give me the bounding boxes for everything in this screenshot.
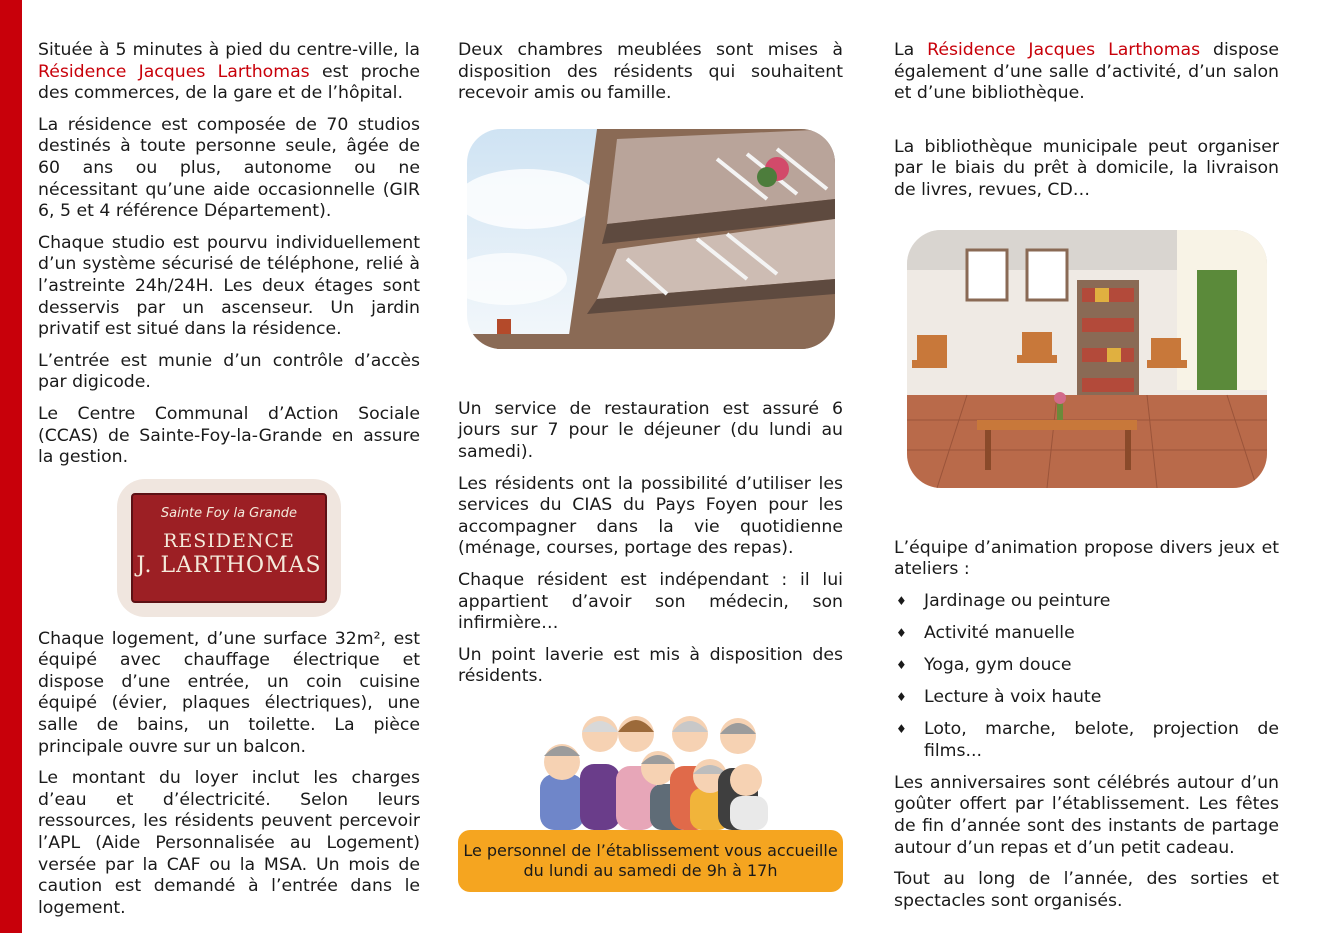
list-item: ♦ Lecture à voix haute — [896, 687, 1102, 708]
balcony-building-photo — [467, 129, 835, 349]
library-paragraph: La bibliothèque municipale peut organiser par le biais du prêt à domicile, la livraison de livres, revues, CD… — [894, 136, 1279, 200]
banner-line-1: Le personnel de l’établissement vous accueille — [463, 841, 838, 860]
column-middle — [458, 40, 843, 698]
management-paragraph: Le Centre Communal d’Action Sociale (CCAS) de Sainte-Foy-la-Grande en assure la gestion. — [38, 403, 420, 468]
banner-line-2: du lundi au samedi de 9h à 17h — [523, 861, 778, 880]
column-left — [38, 40, 420, 929]
outings-paragraph: Tout au long de l’année, des sorties et spectacles sont organisés. — [894, 869, 1279, 911]
residence-name: Résidence Jacques Larthomas — [38, 61, 310, 82]
diamond-bullet-icon: ♦ — [896, 657, 907, 672]
list-item: ♦ Yoga, gym douce — [896, 654, 1072, 675]
sign-name: J. LARTHOMAS — [136, 552, 322, 578]
residence-name: Résidence Jacques Larthomas — [927, 40, 1201, 60]
residence-sign-photo — [117, 479, 341, 617]
sign-town: Sainte Foy la Grande — [160, 505, 298, 521]
access-paragraph: L’entrée est munie d’un contrôle d’accès par digicode. — [38, 350, 420, 393]
intro-paragraph: Située à 5 minutes à pied du centre-ville, la Résidence Jacques Larthomas est proche des commerces, de la gare et de l’hôpital. — [38, 40, 420, 104]
cias-paragraph: Les résidents ont la possibilité d’utiliser les services du CIAS du Pays Foyen pour les accompagner dans la vie quotidienne (ménage, courses, portage des repas). — [458, 473, 843, 559]
sign-residence: RESIDENCE — [163, 529, 295, 552]
animation-paragraph: L’équipe d’animation propose divers jeux et ateliers : — [894, 537, 1279, 580]
laundry-paragraph: Un point laverie est mis à disposition des résidents. — [458, 644, 843, 687]
list-item: ♦ Activité manuelle — [896, 622, 1075, 643]
birthdays-paragraph: Les anniversaires sont célébrés autour d’un goûter offert par l’établissement. Les fêtes de fin d’année sont des instants de partage autour d’un repas et d’un petit cadeau. — [894, 772, 1279, 858]
diamond-bullet-icon: ♦ — [896, 690, 907, 705]
guest-rooms-paragraph: Deux chambres meublées sont mises à disposition des résidents qui souhaitent recevoir amis ou famille. — [458, 40, 843, 104]
studios-paragraph: La résidence est composée de 70 studios destinés à toute personne seule, âgée de 60 ans ou plus, autonome ou ne nécessitant qu’une aide occasionnelle (GIR 6, 5 et 4 référence Département). — [38, 114, 420, 222]
diamond-bullet-icon: ♦ — [896, 722, 907, 737]
restaurant-paragraph: Un service de restauration est assuré 6 jours sur 7 pour le déjeuner (du lundi au samedi). — [458, 398, 843, 462]
housing-paragraph: Chaque logement, d’une surface 32m², est équipé avec chauffage électrique et dispose d’une entrée, un coin cuisine équipé (évier, plaques électriques), une salle de bains, un toilette. La pièce principale ouvre sur un balcon. — [38, 628, 420, 757]
independence-paragraph: Chaque résident est indépendant : il lui appartient d’avoir son médecin, son infirmière… — [458, 569, 843, 634]
activity-room-photo — [907, 230, 1267, 488]
rent-paragraph: Le montant du loyer inclut les charges d’eau et d’électricité. Selon leurs ressources, les résidents peuvent percevoir l’APL (Aide Personnalisée au Logement) versée par la CAF ou la MSA. Un mois de caution est demandé à l’entrée dans le logement. — [38, 768, 420, 918]
list-item: ♦ Jardinage ou peinture — [896, 590, 1111, 611]
seniors-group-illustration — [520, 704, 770, 830]
diamond-bullet-icon: ♦ — [896, 625, 907, 640]
diamond-bullet-icon: ♦ — [896, 593, 907, 608]
equipment-paragraph: Chaque studio est pourvu individuellement d’un système sécurisé de téléphone, relié à l’astreinte 24h/24H. Les deux étages sont desservis par un ascenseur. Un jardin privatif est situé dans la résidence. — [38, 232, 420, 340]
column-right — [894, 40, 1279, 922]
opening-hours-banner — [458, 830, 843, 892]
facilities-paragraph: La Résidence Jacques Larthomas dispose également d’une salle d’activité, d’un salon et d’une bibliothèque. — [894, 40, 1279, 104]
list-item: ♦ Loto, marche, belote, projection de films... — [896, 719, 1279, 761]
activities-list — [894, 591, 1279, 763]
red-side-bar — [0, 0, 22, 933]
